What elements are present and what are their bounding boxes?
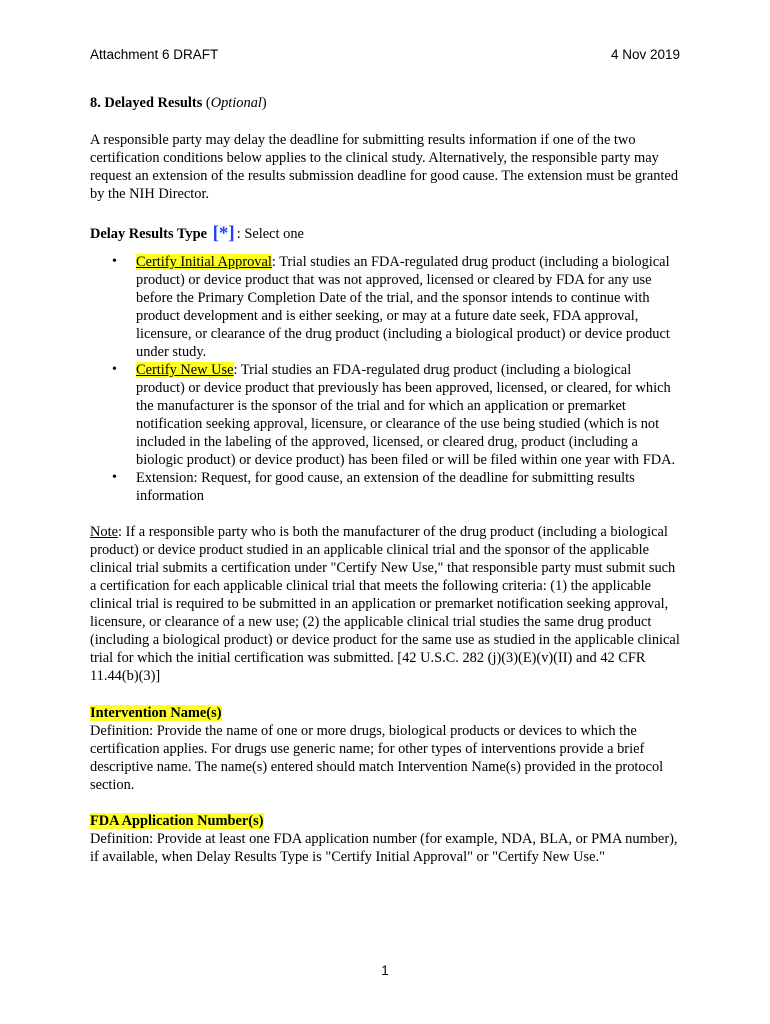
section-heading <box>90 94 682 112</box>
option-certify-new-use <box>90 361 682 469</box>
field-title-line <box>90 812 682 830</box>
header-date: 4 Nov 2019 <box>610 47 680 62</box>
bullet-icon: • <box>112 470 117 485</box>
field-title-intervention-names: Intervention Name(s) <box>90 705 222 721</box>
option-description: Extension: Request, for good cause, an extension of the deadline for submitting results information <box>136 470 635 504</box>
section-title-paren-open: ( <box>202 95 211 111</box>
field-definition: Definition: Provide the name of one or more drugs, biological products or devices to which the certification applies. For drugs use generic name; for other types of interventions provide a brief descriptive name. The name(s) entered should match Intervention Name(s) provided in the protocol section. <box>90 723 664 793</box>
header-document-label: Attachment 6 DRAFT <box>90 47 219 62</box>
page-content <box>90 94 682 884</box>
note-paragraph <box>90 523 682 685</box>
bullet-icon: • <box>112 362 117 377</box>
delay-options-list <box>90 253 682 505</box>
field-definition: Definition: Provide at least one FDA application number (for example, NDA, BLA, or PMA number), if available, when Delay Results Type is "Certify Initial Approval" or "Certify New Use." <box>90 831 678 865</box>
note-label: Note <box>90 524 118 540</box>
field-title-line <box>90 704 682 722</box>
required-marker: [*] <box>212 223 235 244</box>
section-title-paren-close: ) <box>261 95 267 111</box>
note-text: : If a responsible party who is both the manufacturer of the drug product (including a biological product) or device product studied in an applicable clinical trial and the sponsor of the applicable clinical trial submits a certification under "Certify New Use," that responsible party must submit such a certification for each applicable clinical trial that meets the following criteria: (1) the applicable clinical trial is required to be submitted in an application or premarket notification seeking approval, licensure, or clearance of a new use; (2) the applicable clinical trial studies the same drug product (including a biological product) or device product for the same use as studied in the applicable clinical trial for which the initial certification was submitted. [42 U.S.C. 282 (j)(3)(E)(v)(II) and 42 CFR 11.44(b)(3)] <box>90 524 680 684</box>
bullet-icon: • <box>112 254 117 269</box>
field-intervention-names <box>90 704 682 794</box>
section-optional-label: Optional <box>210 95 262 111</box>
option-description: : Trial studies an FDA-regulated drug product (including a biological product) or device product that previously has been approved, licensed, or cleared, for which the manufacturer is the sponsor of the trial and for which an application or premarket notification seeking approval, licensure, or clearance of the use being studied (which is not included in the labeling of the approved, licensed, or cleared drug, product (including a biologic product) or device product) has been filed or will be filed within one year with FDA. <box>136 362 676 468</box>
option-name-certify-new-use: Certify New Use <box>136 362 234 378</box>
delay-results-type-line <box>90 224 682 243</box>
field-title-fda-application-numbers: FDA Application Number(s) <box>90 813 264 829</box>
page-number: 1 <box>381 963 389 978</box>
section-intro: A responsible party may delay the deadline for submitting results information if one of the two certification conditions below applies to the clinical study. Alternatively, the responsible party may request an extension of the results submission deadline for good cause. The extension must be granted by the NIH Director. <box>90 132 679 202</box>
option-name-certify-initial-approval: Certify Initial Approval <box>136 254 272 270</box>
field-fda-application-numbers <box>90 812 682 866</box>
section-title: 8. Delayed Results <box>90 95 203 111</box>
option-extension <box>90 469 682 505</box>
delay-results-type-label: Delay Results Type <box>90 226 207 242</box>
delay-results-instruction: : Select one <box>236 226 304 242</box>
option-description: : Trial studies an FDA-regulated drug product (including a biological product) or device product that was not approved, licensed or cleared by FDA for any use before the Primary Completion Date of the trial, and the sponsor intends to continue with product development and is either seeking, or may at a future date seek, FDA approval, licensure, or clearance of the drug product (including a biological product) or device product under study. <box>136 254 670 360</box>
option-certify-initial-approval <box>90 253 682 361</box>
